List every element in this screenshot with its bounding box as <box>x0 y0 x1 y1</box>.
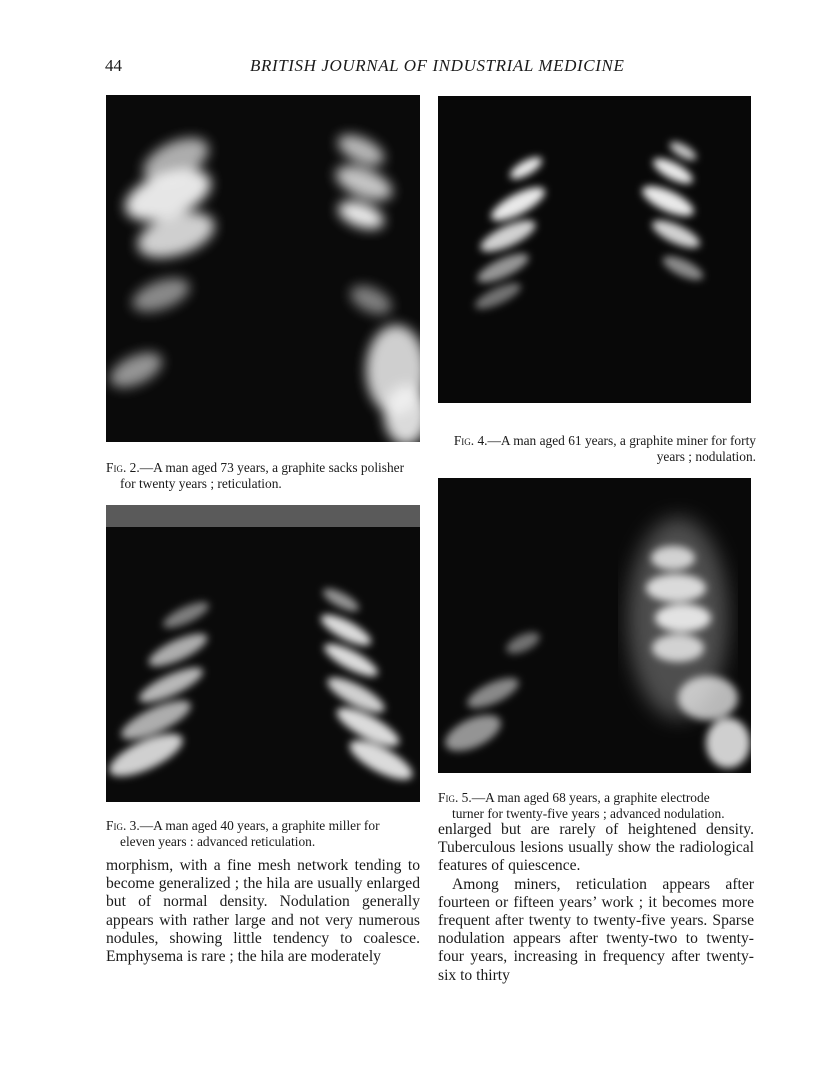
paragraph: enlarged but are rarely of heightened density. Tuberculous lesions usually show the radiological features of quiescence. <box>438 821 754 875</box>
body-right-column <box>438 821 754 985</box>
figure-2-radiograph <box>106 95 420 442</box>
figure-4-radiograph <box>438 96 751 403</box>
caption-text: eleven years : advanced reticulation. <box>120 834 316 849</box>
figure-5-radiograph <box>438 478 751 773</box>
body-left-column <box>106 857 420 966</box>
figure-5-caption <box>438 790 756 822</box>
caption-text: turner for twenty-five years ; advanced nodulation. <box>452 806 725 821</box>
paragraph: Among miners, reticulation appears after fourteen or fifteen years’ work ; it becomes more frequent after twenty to twenty-five years. Sparse nodulation appears after twenty-two to twenty-four years, increasing in frequency after twenty-six to thirty <box>438 875 754 984</box>
page-number: 44 <box>105 56 122 75</box>
figure-label: Fig. 2. <box>106 460 140 475</box>
journal-title: BRITISH JOURNAL OF INDUSTRIAL MEDICINE <box>250 56 625 75</box>
figure-3-caption <box>106 818 420 850</box>
figure-3-radiograph <box>106 505 420 802</box>
caption-text: —A man aged 40 years, a graphite miller for <box>139 818 380 833</box>
figure-4-caption <box>438 433 756 465</box>
caption-text: years ; nodulation. <box>656 449 756 464</box>
caption-text: —A man aged 73 years, a graphite sacks polisher <box>139 460 405 475</box>
figure-label: Fig. 4. <box>453 433 488 448</box>
caption-text: —A man aged 61 years, a graphite miner for forty <box>487 433 756 448</box>
caption-text: —A man aged 68 years, a graphite electrode <box>471 790 710 805</box>
figure-label: Fig. 3. <box>106 818 140 833</box>
caption-text: for twenty years ; reticulation. <box>120 476 282 491</box>
figure-label: Fig. 5. <box>438 790 472 805</box>
figure-2-caption <box>106 460 420 492</box>
paragraph: morphism, with a fine mesh network tending to become generalized ; the hila are usually enlarged but of normal density. Nodulation generally appears with rather large and not very numerous nodules, showing little tendency to coalesce. Emphysema is rare ; the hila are moderately <box>106 857 420 966</box>
